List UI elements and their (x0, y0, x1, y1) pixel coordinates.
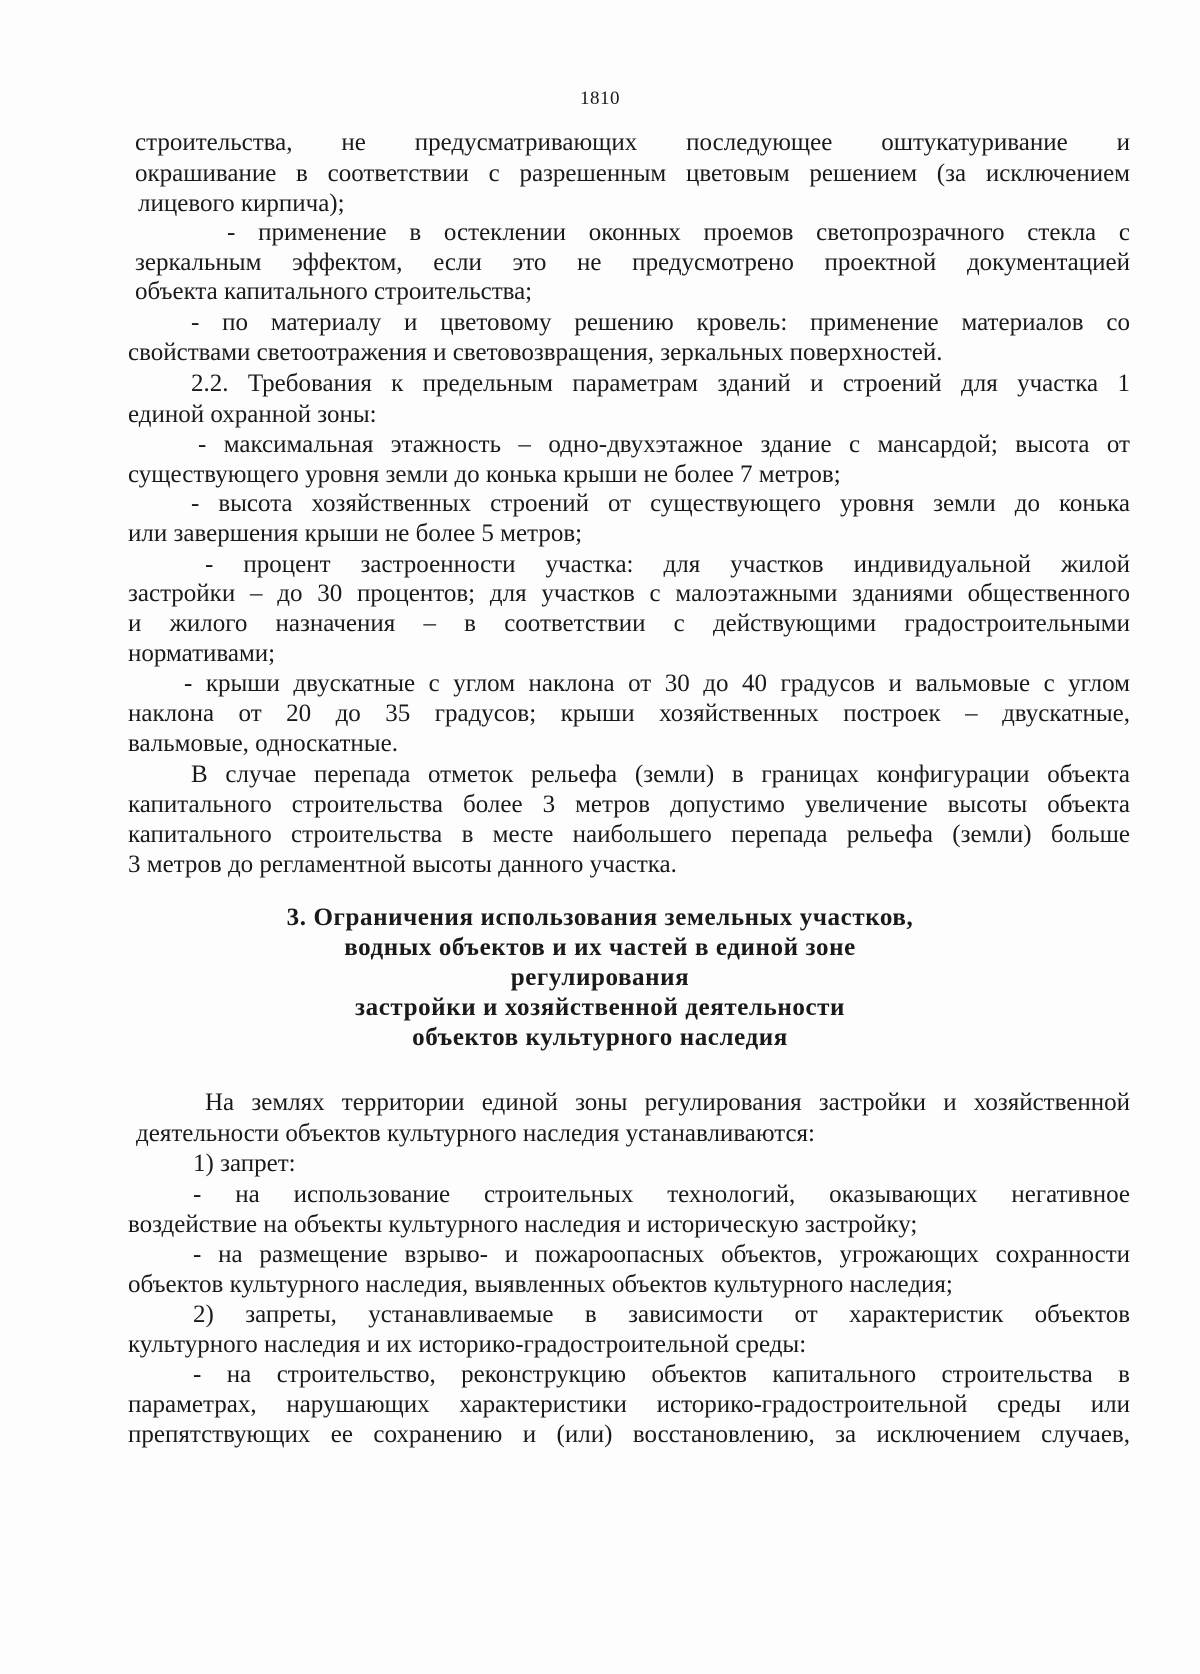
text-line: - применение в остеклении оконных проемов светопрозрачного стекла с (227, 219, 1130, 246)
text-line: и жилого назначения – в соответствии с действующими градостроительными (128, 610, 1130, 637)
text-line: капитального строительства в месте наибольшего перепада рельефа (земли) больше (128, 821, 1130, 848)
section-heading-line: водных объектов и их частей в единой зоне (344, 934, 856, 961)
text-line: - крыши двускатные с углом наклона от 30 до 40 градусов и вальмовые с углом (184, 670, 1130, 697)
text-line: зеркальным эффектом, если это не предусмотрено проектной документацией (135, 249, 1130, 276)
section-heading-line: регулирования (510, 964, 690, 991)
text-line: - на строительство, реконструкцию объектов капитального строительства в (193, 1361, 1130, 1388)
section-heading-line: 3. Ограничения использования земельных участков, (286, 904, 914, 931)
text-line: застройки – до 30 процентов; для участков с малоэтажными зданиями общественного (128, 580, 1130, 607)
section-heading-line: объектов культурного наследия (412, 1024, 788, 1051)
text-line: препятствующих ее сохранению и (или) восстановлению, за исключением случаев, (128, 1421, 1130, 1448)
text-line: деятельности объектов культурного наследия устанавливаются: (136, 1120, 816, 1147)
text-line: капитального строительства более 3 метров допустимо увеличение высоты объекта (128, 791, 1130, 818)
text-line: параметрах, нарушающих характеристики историко-градостроительной среды или (128, 1391, 1130, 1418)
text-line: - по материалу и цветовому решению кровель: применение материалов со (191, 309, 1130, 336)
text-line: 2.2. Требования к предельным параметрам зданий и строений для участка 1 (191, 370, 1130, 397)
text-line: наклона от 20 до 35 градусов; крыши хозяйственных построек – двускатные, (128, 700, 1130, 727)
text-line: объектов культурного наследия, выявленных объектов культурного наследия; (128, 1271, 953, 1298)
section-heading-line: застройки и хозяйственной деятельности (354, 994, 846, 1021)
text-line: - на размещение взрыво- и пожароопасных объектов, угрожающих сохранности (193, 1241, 1130, 1268)
text-line: окрашивание в соответствии с разрешенным цветовым решением (за исключением (135, 160, 1130, 187)
text-line: 1) запрет: (193, 1150, 296, 1177)
text-line: воздействие на объекты культурного наследия и историческую застройку; (128, 1211, 918, 1238)
text-line: лицевого кирпича); (138, 190, 345, 217)
text-line: свойствами светоотражения и световозвращения, зеркальных поверхностей. (128, 339, 943, 366)
text-line: - максимальная этажность – одно-двухэтажное здание с мансардой; высота от (198, 431, 1130, 458)
text-line: В случае перепада отметок рельефа (земли) в границах конфигурации объекта (191, 761, 1130, 788)
text-line: существующего уровня земли до конька крыши не более 7 метров; (128, 461, 841, 488)
text-line: 2) запреты, устанавливаемые в зависимости от характеристик объектов (193, 1301, 1130, 1328)
text-line: нормативами; (128, 640, 276, 667)
text-line: объекта капитального строительства; (135, 278, 533, 305)
text-line: строительства, не предусматривающих последующее оштукатуривание и (135, 129, 1130, 156)
page-number: 1810 (580, 88, 620, 109)
text-line: - процент застроенности участка: для участков индивидуальной жилой (205, 551, 1130, 578)
text-line: - высота хозяйственных строений от существующего уровня земли до конька (191, 490, 1130, 517)
text-line: 3 метров до регламентной высоты данного участка. (128, 851, 677, 878)
text-line: единой охранной зоны: (128, 401, 377, 428)
text-line: На землях территории единой зоны регулирования застройки и хозяйственной (205, 1089, 1130, 1116)
text-line: вальмовые, односкатные. (128, 730, 398, 757)
text-line: культурного наследия и их историко-градостроительной среды: (128, 1331, 807, 1358)
text-line: - на использование строительных технологий, оказывающих негативное (193, 1181, 1130, 1208)
text-line: или завершения крыши не более 5 метров; (128, 520, 583, 547)
